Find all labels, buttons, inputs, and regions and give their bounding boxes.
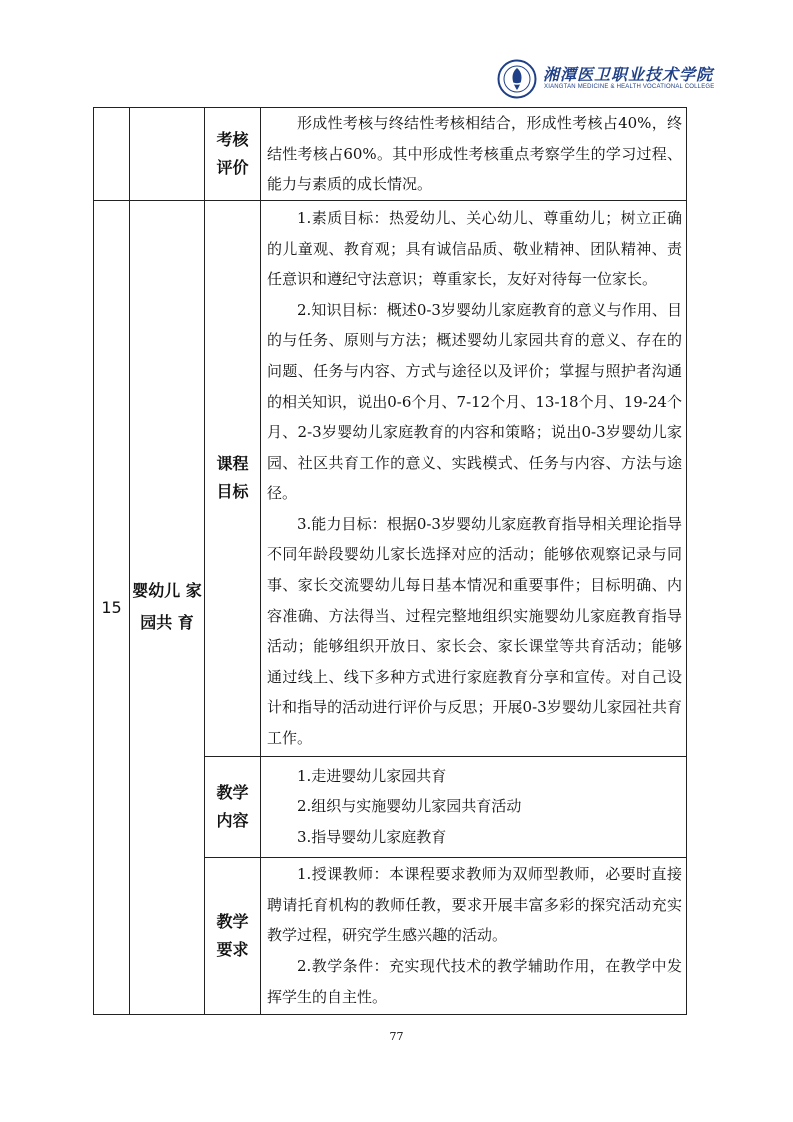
course-name: 婴幼儿 家园共 育: [130, 200, 205, 1014]
objective-quality: 1.素质目标：热爱幼儿、关心幼儿、尊重幼儿；树立正确的儿童观、教育观；具有诚信品质、敬业精神、团队精神、责任意识和遵纪守法意识；尊重家长，友好对待每一位家长。: [267, 208, 682, 289]
empty-number-cell: [94, 108, 130, 201]
college-logo: [497, 59, 715, 99]
requirements-label: 教学 要求: [205, 857, 261, 1014]
course-table: [93, 107, 687, 1015]
content-item: 1.走进婴幼儿家园共育: [297, 766, 447, 785]
objectives-row: [94, 200, 687, 756]
requirement-conditions: 2.教学条件：充实现代技术的教学辅助作用，在教学中发挥学生的自主性。: [267, 957, 682, 1006]
objectives-text: [261, 200, 687, 756]
requirement-teacher: 1.授课教师：本课程要求教师为双师型教师，必要时直接聘请托育机构的教师任教，要求开展丰富多彩的探究活动充实教学过程，研究学生感兴趣的活动。: [267, 865, 682, 945]
assessment-row: [94, 108, 687, 201]
page-number: 77: [389, 1030, 404, 1043]
college-name-en: XIANGTAN MEDICINE & HEALTH VOCATIONAL COLLEGE: [544, 84, 715, 90]
content-list: [261, 756, 687, 857]
objectives-label: 课程 目标: [205, 200, 261, 756]
course-number: 15: [94, 200, 130, 1014]
empty-name-cell: [130, 108, 205, 201]
assessment-text: 形成性考核与终结性考核相结合，形成性考核占40%，终结性考核占60%。其中形成性考核重点考察学生的学习过程、能力与素质的成长情况。: [261, 108, 687, 201]
requirements-text: [261, 857, 687, 1014]
college-name-cn: 湘潭医卫职业技术学院: [543, 65, 714, 84]
content-item: 2.组织与实施婴幼儿家园共育活动: [297, 797, 522, 816]
assessment-label: 考核 评价: [205, 108, 261, 201]
content-item: 3.指导婴幼儿家庭教育: [297, 828, 447, 847]
objective-knowledge: 2.知识目标：概述0-3岁婴幼儿家庭教育的意义与作用、目的与任务、原则与方法；概述婴幼儿家园共育的意义、存在的问题、任务与内容、方式与途径以及评价；掌握与照护者沟通的相关知识，说出0-6个月、7-12个月、13-18个月、19-24个月、2-3岁婴幼儿家庭教育的内容和策略；说出0-3岁婴幼儿家园、社区共育工作的意义、实践模式、任务与内容、方法与途径。: [267, 300, 682, 503]
college-emblem-icon: [497, 59, 537, 99]
content-label: 教学 内容: [205, 756, 261, 857]
objective-ability: 3.能力目标：根据0-3岁婴幼儿家庭教育指导相关理论指导不同年龄段婴幼儿家长选择对应的活动；能够依观察记录与同事、家长交流婴幼儿每日基本情况和重要事件；目标明确、内容准确、方法得当、过程完整地组织实施婴幼儿家庭教育指导活动；能够组织开放日、家长会、家长课堂等共育活动；能够通过线上、线下多种方式进行家庭教育分享和宣传。对自己设计和指导的活动进行评价与反思；开展0-3岁婴幼儿家园社共育工作。: [267, 514, 682, 748]
